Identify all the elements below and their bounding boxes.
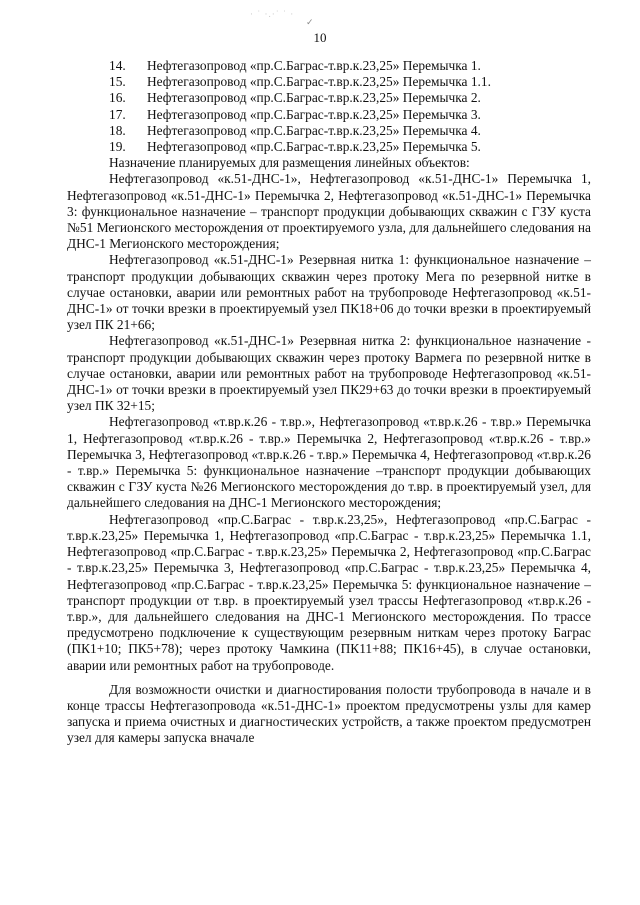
scan-noise: ✓ — [306, 17, 315, 27]
list-item-text: Нефтегазопровод «пр.С.Баграс-т.вр.к.23,25» Перемычка 1.1. — [147, 74, 491, 90]
list-item — [67, 123, 591, 139]
list-item-number: 15. — [109, 74, 126, 90]
list-item — [67, 107, 591, 123]
list-item — [67, 58, 591, 74]
paragraph: Нефтегазопровод «к.51-ДНС-1» Резервная нитка 2: функциональное назначение - транспорт продукции добывающих скважин через протоку Вармега по резервной нитке в случае остановки, аварии или ремонтных работ на трубопроводе Нефтегазопровод «к.51-ДНС-1» от точки врезки в проектируемый узел ПК29+63 до точки врезки в проектируемый узел ПК 32+15; — [67, 333, 591, 414]
list-item-text: Нефтегазопровод «пр.С.Баграс-т.вр.к.23,25» Перемычка 5. — [147, 139, 481, 155]
list-item — [67, 74, 591, 90]
paragraph: Нефтегазопровод «т.вр.к.26 - т.вр.», Нефтегазопровод «т.вр.к.26 - т.вр.» Перемычка 1, Нефтегазопровод «т.вр.к.26 - т.вр.» Перемычка 2, Нефтегазопровод «т.вр.к.26 - т.вр.» Перемычка 3, Нефтегазопровод «т.вр.к.26 - т.вр.» Перемычка 4, Нефтегазопровод «т.вр.к.26 - т.вр.» Перемычка 5: функциональное назначение –транспорт продукции добывающих скважин с ГЗУ куста №26 Мегионского месторождения до т.вр. в проектируемый узел, для дальнейшего следования на ДНС-1 Мегионского месторождения; — [67, 414, 591, 511]
list-item-number: 19. — [109, 139, 126, 155]
list-item-text: Нефтегазопровод «пр.С.Баграс-т.вр.к.23,25» Перемычка 2. — [147, 90, 481, 106]
purpose-heading: Назначение планируемых для размещения линейных объектов: — [109, 155, 470, 171]
paragraph: Для возможности очистки и диагностирования полости трубопровода в начале и в конце трассы Нефтегазопровода «к.51-ДНС-1» проектом предусмотрены узлы для камер запуска и приема очистных и диагностических устройств, а также проектом предусмотрен узел для камеры запуска вначале — [67, 681, 591, 746]
paragraph: Нефтегазопровод «к.51-ДНС-1», Нефтегазопровод «к.51-ДНС-1» Перемычка 1, Нефтегазопровод «к.51-ДНС-1» Перемычка 2, Нефтегазопровод «к.51-ДНС-1» Перемычка 3: функциональное назначение – транспорт продукции добывающих скважин с ГЗУ куста №51 Мегионского месторождения от проектируемого узла, для дальнейшего следования на ДНС-1 Мегионского месторождения; — [67, 171, 591, 252]
document-body — [67, 58, 591, 747]
page-number: 10 — [313, 30, 327, 45]
list-item-text: Нефтегазопровод «пр.С.Баграс-т.вр.к.23,25» Перемычка 4. — [147, 122, 481, 138]
list-item-text: Нефтегазопровод «пр.С.Баграс-т.вр.к.23,25» Перемычка 1. — [147, 58, 481, 73]
paragraph: Нефтегазопровод «к.51-ДНС-1» Резервная нитка 1: функциональное назначение – транспорт продукции добывающих скважин через протоку Мега по резервной нитке в случае остановки, аварии или ремонтных работ на трубопроводе Нефтегазопровод «к.51-ДНС-1» от точки врезки в проектируемый узел ПК18+06 до точки врезки в проектируемый узел ПК 21+66; — [67, 252, 591, 333]
pipeline-list — [67, 58, 591, 155]
paragraph: Нефтегазопровод «пр.С.Баграс - т.вр.к.23,25», Нефтегазопровод «пр.С.Баграс - т.вр.к.23,25» Перемычка 1, Нефтегазопровод «пр.С.Баграс - т.вр.к.23,25» Перемычка 1.1, Нефтегазопровод «пр.С.Баграс - т.вр.к.23,25» Перемычка 2, Нефтегазопровод «пр.С.Баграс - т.вр.к.23,25» Перемычка 3, Нефтегазопровод «пр.С.Баграс - т.вр.к.23,25» Перемычка 4, Нефтегазопровод «пр.С.Баграс - т.вр.к.23,25» Перемычка 5: функциональное назначение – транспорт продукции от т.вр. в проектируемый узел трассы Нефтегазопровод «т.вр.к.26 - т.вр.», для дальнейшего следования на ДНС-1 Мегионского месторождения. По трассе предусмотрено подключение к существующим резервным ниткам через протоку Баграс (ПК1+10; ПК5+78); через протоку Чамкина (ПК11+88; ПК16+45), в случае остановки, аварии или ремонтных работ на трубопроводе. — [67, 511, 591, 673]
list-item-number: 16. — [109, 90, 126, 106]
list-item-text: Нефтегазопровод «пр.С.Баграс-т.вр.к.23,25» Перемычка 3. — [147, 106, 481, 122]
list-item — [67, 139, 591, 155]
list-item-number: 18. — [109, 122, 126, 138]
list-item-number: 14. — [109, 58, 126, 73]
list-item-number: 17. — [109, 106, 126, 122]
scan-noise: · ˙ ·.·˙ ˙ · — [250, 9, 295, 19]
list-item — [67, 90, 591, 106]
